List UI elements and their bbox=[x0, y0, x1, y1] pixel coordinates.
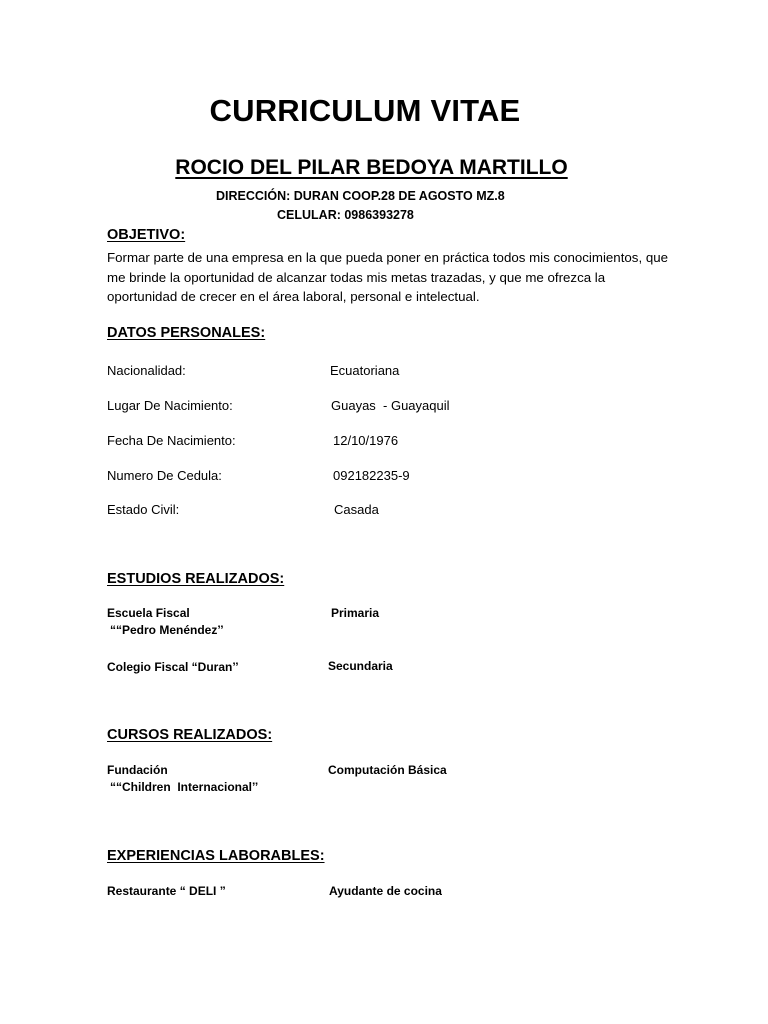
study-school-level: Primaria bbox=[331, 606, 380, 620]
id-number-value: 092182235-9 bbox=[333, 468, 410, 483]
experience-position: Ayudante de cocina bbox=[329, 884, 442, 898]
candidate-name-text: ROCIO DEL PILAR BEDOYA MARTILLO bbox=[175, 156, 568, 179]
experience-heading: EXPERIENCIAS LABORABLES: bbox=[107, 848, 325, 864]
course-name: Computación Básica bbox=[328, 763, 447, 777]
birthdate-value: 12/10/1976 bbox=[333, 433, 399, 448]
birthdate-label: Fecha De Nacimiento: bbox=[107, 433, 236, 448]
study-school-line-1: Escuela Fiscal bbox=[107, 606, 190, 620]
experience-employer: Restaurante “ DELI ” bbox=[107, 884, 226, 898]
candidate-name bbox=[0, 156, 743, 180]
nationality-value: Ecuatoriana bbox=[330, 363, 400, 378]
courses-heading: CURSOS REALIZADOS: bbox=[107, 727, 273, 743]
id-number-label: Numero De Cedula: bbox=[107, 468, 222, 483]
personal-data-heading: DATOS PERSONALES: bbox=[107, 325, 266, 341]
marital-status-label: Estado Civil: bbox=[107, 502, 180, 517]
phone-line: CELULAR: 0986393278 bbox=[277, 208, 414, 222]
course-institution bbox=[107, 762, 258, 796]
birthplace-value: Guayas - Guayaquil bbox=[331, 398, 450, 413]
study-school-name bbox=[107, 605, 224, 639]
study-school-line-2: ““Pedro Menéndez’’ bbox=[110, 623, 224, 637]
objective-text: Formar parte de una empresa en la que pueda poner en práctica todos mis conocimientos, que me brinde la oportunidad de alcanzar todas mis metas trazadas, y que me ofrezca la oportunidad de crecer en el área laboral, personal e intelectual. bbox=[107, 250, 669, 304]
study-college-name: Colegio Fiscal “Duran’’ bbox=[107, 660, 239, 674]
course-institution-line-1: Fundación bbox=[107, 763, 168, 777]
address-line: DIRECCIÓN: DURAN COOP.28 DE AGOSTO MZ.8 bbox=[216, 189, 505, 203]
birthplace-label: Lugar De Nacimiento: bbox=[107, 398, 233, 413]
nationality-label: Nacionalidad: bbox=[107, 363, 186, 378]
course-institution-line-2: ““Children Internacional’’ bbox=[110, 780, 259, 794]
studies-heading: ESTUDIOS REALIZADOS: bbox=[107, 571, 285, 587]
objective-heading: OBJETIVO: bbox=[107, 227, 186, 243]
marital-status-value: Casada bbox=[334, 502, 379, 517]
document-title: CURRICULUM VITAE bbox=[209, 93, 521, 128]
study-college-level: Secundaria bbox=[328, 659, 393, 673]
